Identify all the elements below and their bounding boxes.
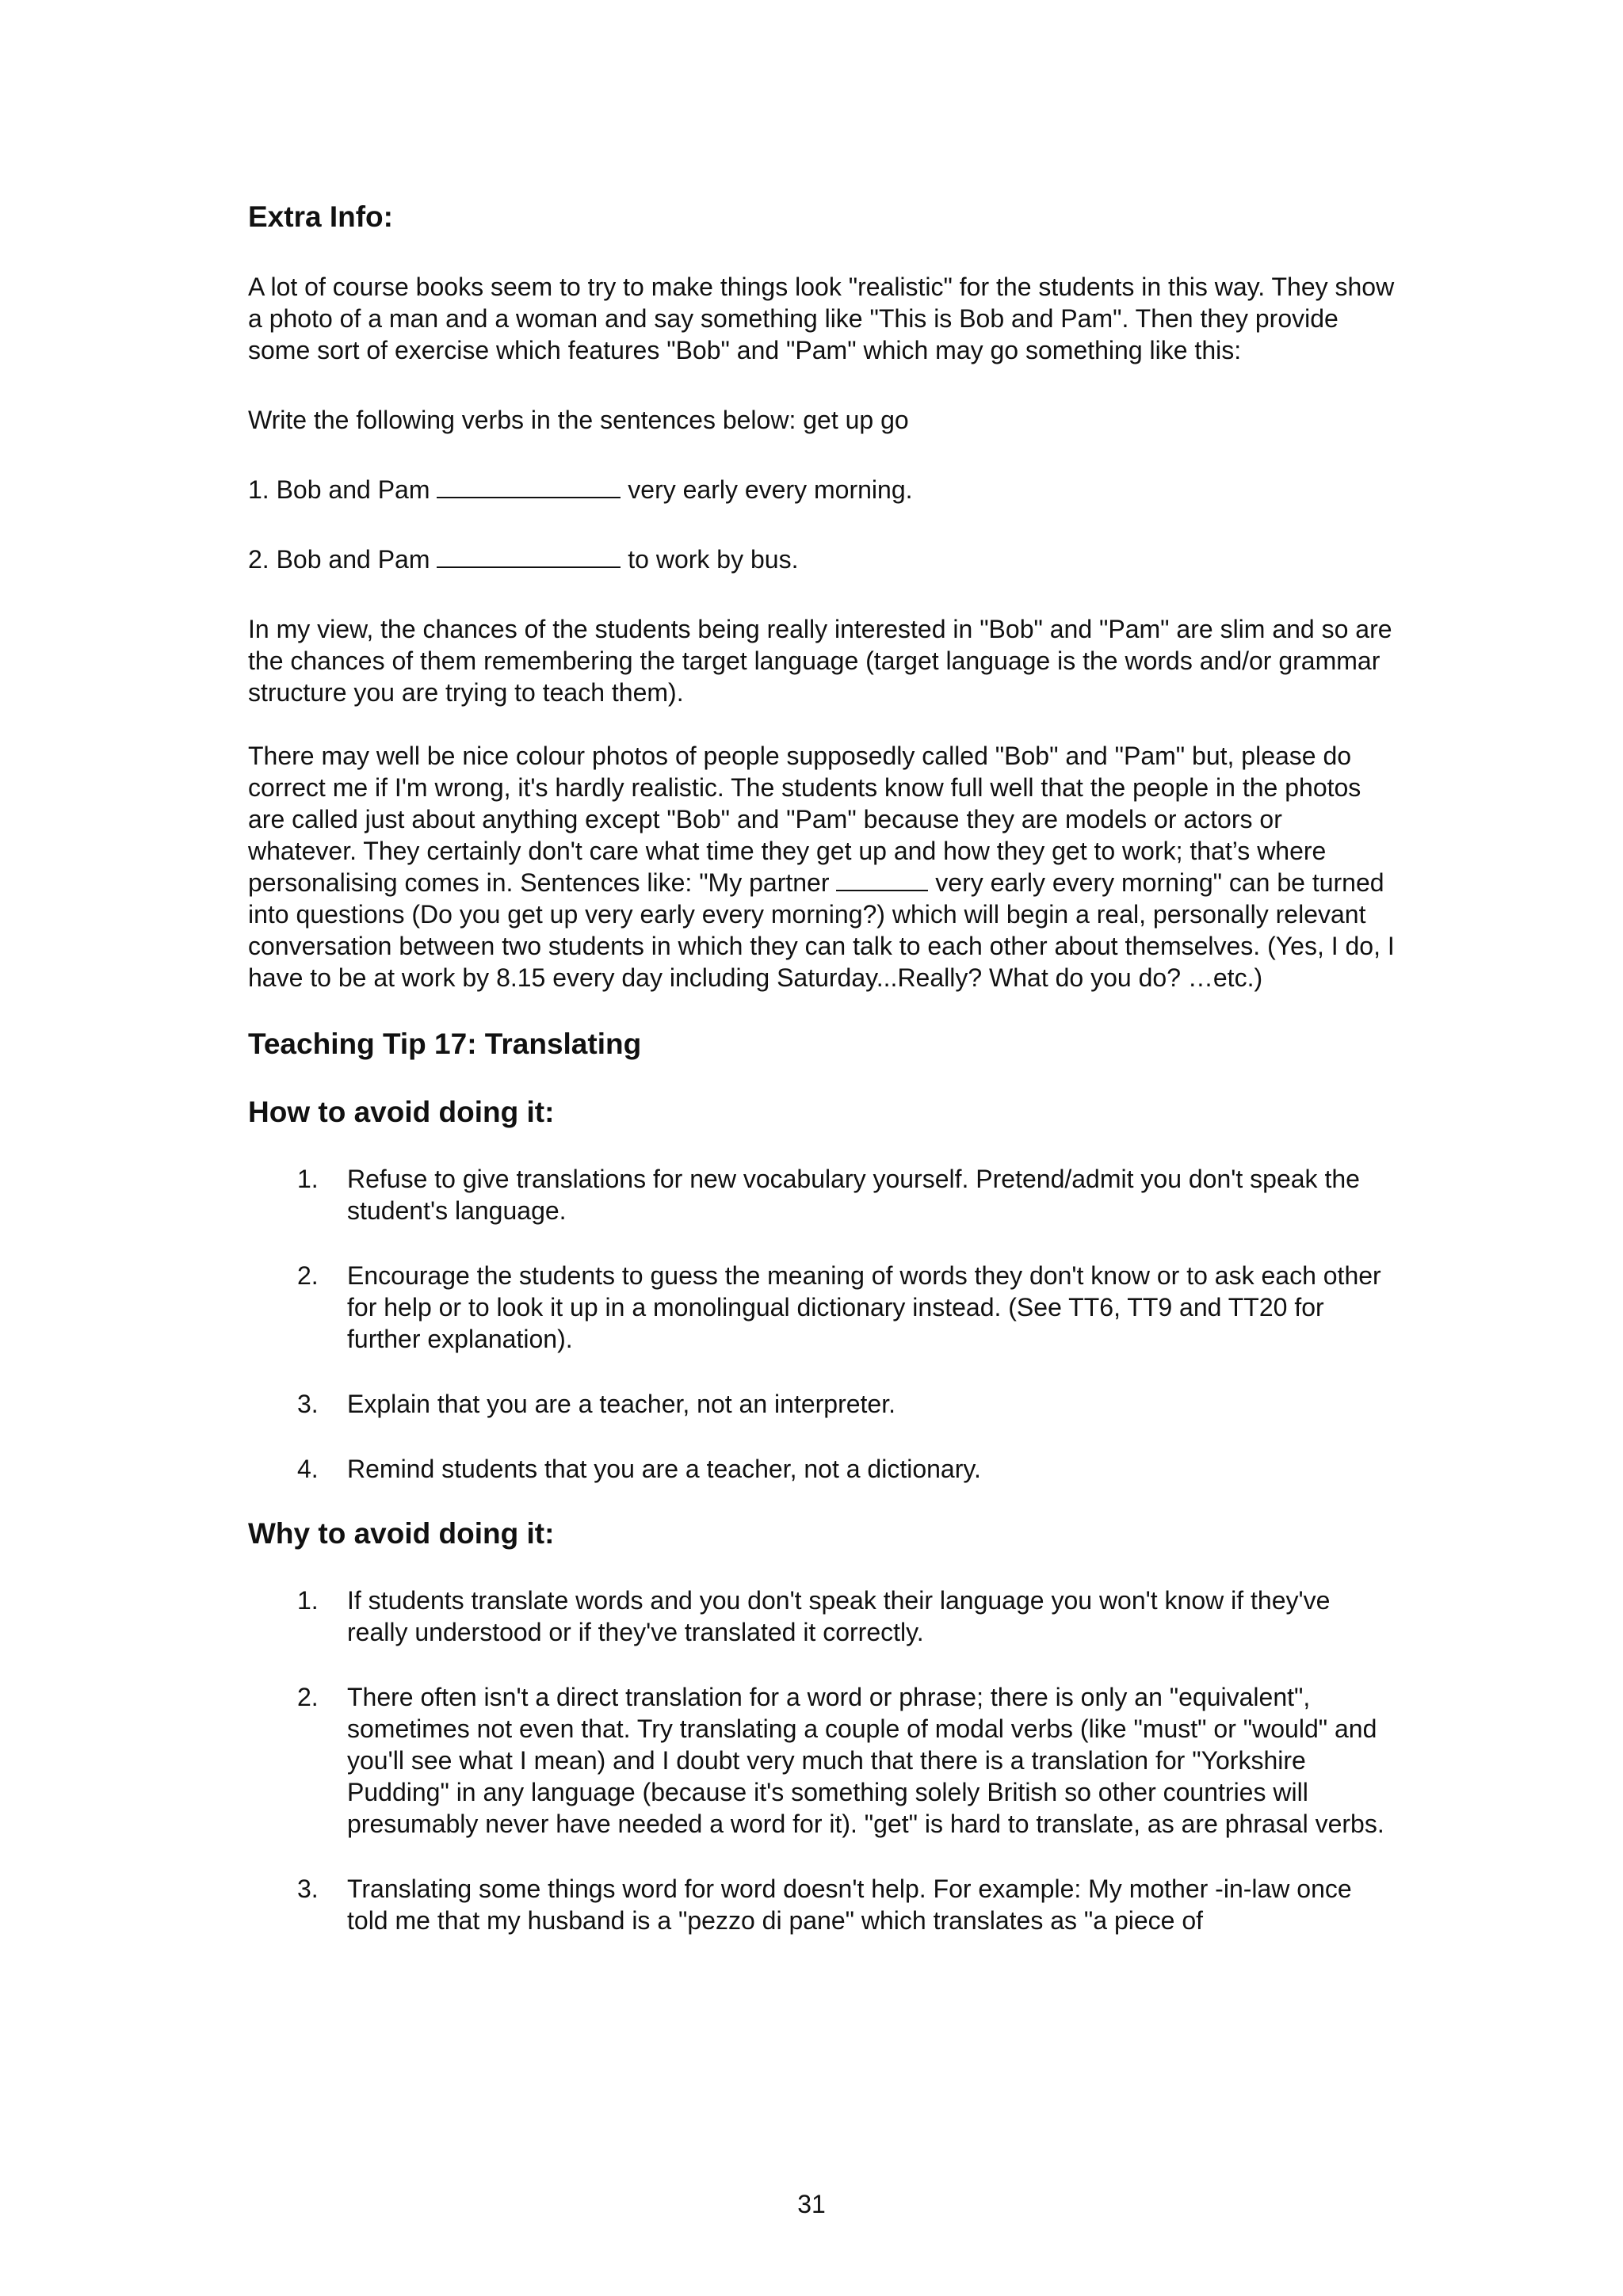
blank-line: [836, 869, 928, 891]
exercise-2-end: to work by bus.: [628, 545, 799, 574]
list-item: [248, 1163, 1397, 1226]
list-item-text: There often isn't a direct translation for a word or phrase; there is only an "equivalent", sometimes not even that. Try translating a couple of modal verbs (like "must" or "would" and you'll see what I mean) and I doubt very much that there is a translation for "Yorkshire Pudding" in any language (because it's something solely British so other countries will presumably never have needed a word for it). "get" is hard to translate, as are phrasal verbs.: [347, 1683, 1384, 1838]
exercise-instruction: Write the following verbs in the sentences below: get up go: [248, 406, 909, 434]
list-item: [248, 1585, 1397, 1648]
list-item: [248, 1388, 1397, 1420]
extra-info-paragraph-3: [248, 740, 1397, 994]
list-item-number: 4.: [297, 1455, 319, 1483]
blank-line: [437, 476, 621, 498]
list-item-number: 3.: [297, 1390, 319, 1418]
exercise-sentence-2: [248, 543, 1397, 575]
blank-line: [437, 546, 621, 568]
extra-info-heading: Extra Info:: [248, 200, 393, 233]
list-item-text: Refuse to give translations for new vocabulary yourself. Pretend/admit you don't speak the student's language.: [347, 1165, 1360, 1225]
list-item-text: Translating some things word for word doesn't help. For example: My mother -in-law once told me that my husband is a "pezzo di pane" which translates as "a piece of: [347, 1875, 1352, 1935]
list-item-number: 3.: [297, 1875, 319, 1903]
document-page: [248, 190, 1397, 1936]
exercise-sentence-1: [248, 474, 1397, 505]
list-item: [248, 1873, 1397, 1936]
list-item-number: 2.: [297, 1683, 319, 1711]
list-item: [248, 1260, 1397, 1355]
list-item-text: Encourage the students to guess the meaning of words they don't know or to ask each other for help or to look it up in a monolingual dictionary instead. (See TT6, TT9 and TT20 for further explanation).: [347, 1261, 1381, 1353]
list-item: [248, 1453, 1397, 1485]
why-to-avoid-heading: Why to avoid doing it:: [248, 1517, 555, 1550]
how-to-avoid-list: [248, 1163, 1397, 1485]
list-item-number: 1.: [297, 1165, 319, 1193]
list-item-number: 2.: [297, 1261, 319, 1290]
exercise-2-start: 2. Bob and Pam: [248, 545, 430, 574]
extra-info-paragraph-1: A lot of course books seem to try to make things look "realistic" for the students in this way. They show a photo of a man and a woman and say something like "This is Bob and Pam". Then they provide some sort of exercise which features "Bob" and "Pam" which may go something like this:: [248, 273, 1395, 364]
list-item-text: If students translate words and you don't speak their language you won't know if they've really understood or if they've translated it correctly.: [347, 1586, 1331, 1646]
extra-info-paragraph-2: In my view, the chances of the students being really interested in "Bob" and "Pam" are slim and so are the chances of them remembering the target language (target language is the words and/or grammar structure you are trying to teach them).: [248, 615, 1392, 707]
paragraph-3-end: very early every morning" can be turned into questions (Do you get up very early every morning?) which will begin a real, personally relevant conversation between two students in which they can talk to each other about themselves. (Yes, I do, I have to be at work by 8.15 every day including Saturday...Really? What do you do? …etc.): [248, 868, 1395, 992]
list-item-text: Remind students that you are a teacher, not a dictionary.: [347, 1455, 981, 1483]
exercise-1-start: 1. Bob and Pam: [248, 475, 430, 504]
teaching-tip-heading: Teaching Tip 17: Translating: [248, 1028, 642, 1060]
how-to-avoid-heading: How to avoid doing it:: [248, 1096, 555, 1128]
exercise-1-end: very early every morning.: [628, 475, 913, 504]
paragraph-3-start: There may well be nice colour photos of people supposedly called "Bob" and "Pam" but, please do correct me if I'm wrong, it's hardly realistic. The students know full well that the people in the photos are called just about anything except "Bob" and "Pam" because they are models or actors or whatever. They certainly don't care what time they get up and how they get to work; that’s where personalising comes in. Sentences like: "My partner: [248, 742, 1361, 897]
page-number: 31: [797, 2190, 826, 2218]
list-item: [248, 1681, 1397, 1840]
why-to-avoid-list: [248, 1585, 1397, 1936]
list-item-number: 1.: [297, 1586, 319, 1615]
list-item-text: Explain that you are a teacher, not an interpreter.: [347, 1390, 896, 1418]
